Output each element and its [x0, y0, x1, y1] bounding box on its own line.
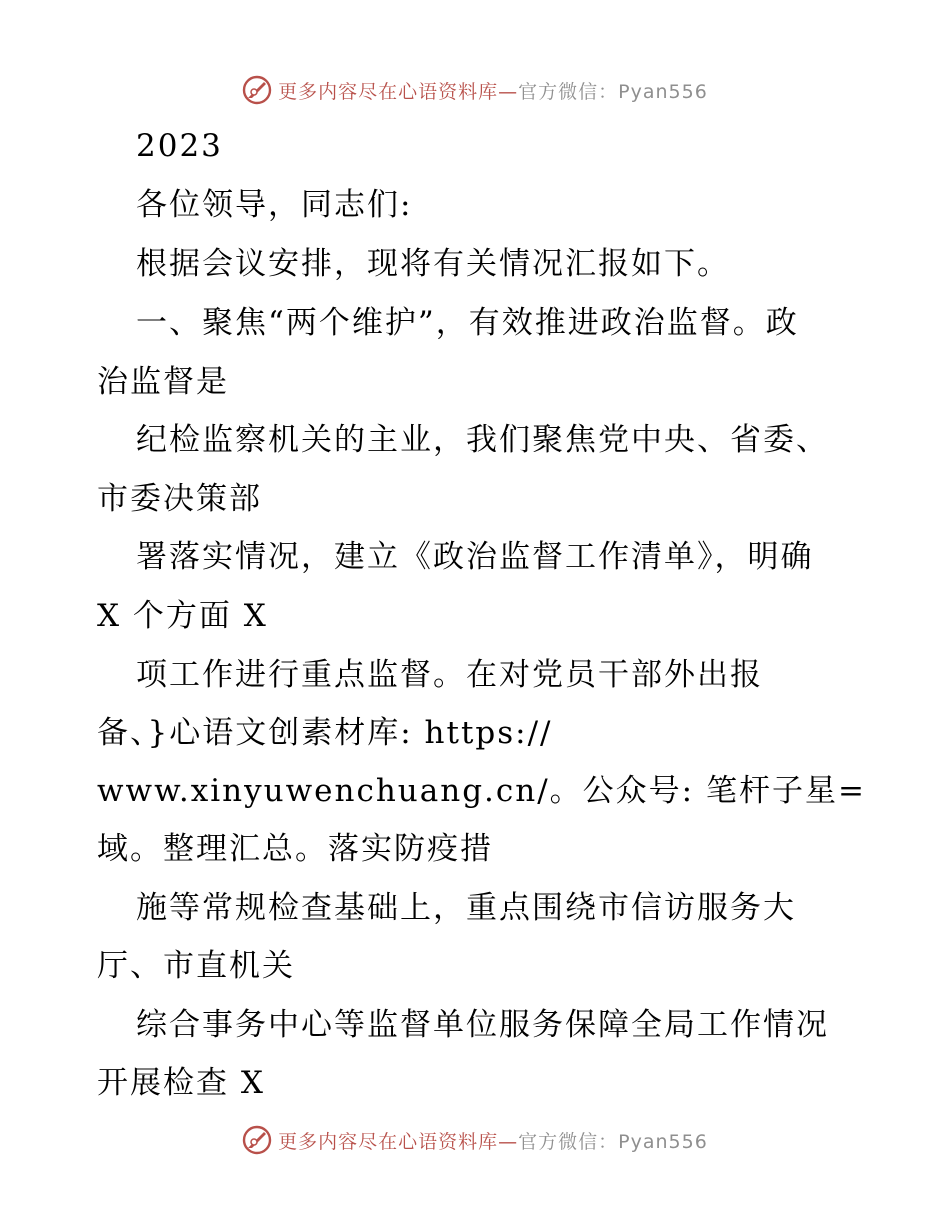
doc-line: 厅、市直机关: [97, 948, 295, 984]
header-wechat-text: 官方微信：Pyan556: [518, 80, 708, 103]
footer-wechat-text: 官方微信：Pyan556: [518, 1130, 708, 1153]
doc-line-salutation: 各位领导，同志们:: [136, 187, 413, 223]
doc-line: 备、}心语文创素材库: https://: [97, 715, 553, 751]
doc-line: 署落实情况，建立《政治监督工作清单》，明确: [136, 539, 814, 575]
quill-logo-icon: [242, 1125, 272, 1155]
footer-banner: [0, 1120, 950, 1160]
doc-line: 综合事务中心等监督单位服务保障全局工作情况: [136, 1007, 829, 1043]
footer-banner-text: 更多内容尽在心语资料库—官方微信：Pyan556: [278, 1130, 708, 1153]
doc-line-section-heading: 一、聚焦“两个维护”，有效推进政治监督。政: [136, 305, 799, 341]
doc-line: 开展检查 X: [97, 1065, 265, 1101]
doc-line: 域。整理汇总。落实防疫措: [97, 831, 493, 867]
doc-line: 治监督是: [97, 364, 229, 400]
doc-line: X 个方面 X: [97, 598, 268, 634]
doc-line: 项工作进行重点监督。在对党员干部外出报: [136, 657, 763, 693]
doc-line: 纪检监察机关的主业，我们聚焦党中央、省委、: [136, 422, 829, 458]
header-banner-text: 更多内容尽在心语资料库—官方微信：Pyan556: [278, 80, 708, 103]
doc-line: 施等常规检查基础上，重点围绕市信访服务大: [136, 890, 796, 926]
doc-line: www.xinyuwenchuang.cn/。公众号: 笔杆子星=: [97, 773, 866, 809]
doc-line-year: 2023: [136, 128, 223, 164]
doc-line: 市委决策部: [97, 481, 262, 517]
doc-line: 根据会议安排，现将有关情况汇报如下。: [136, 246, 730, 282]
